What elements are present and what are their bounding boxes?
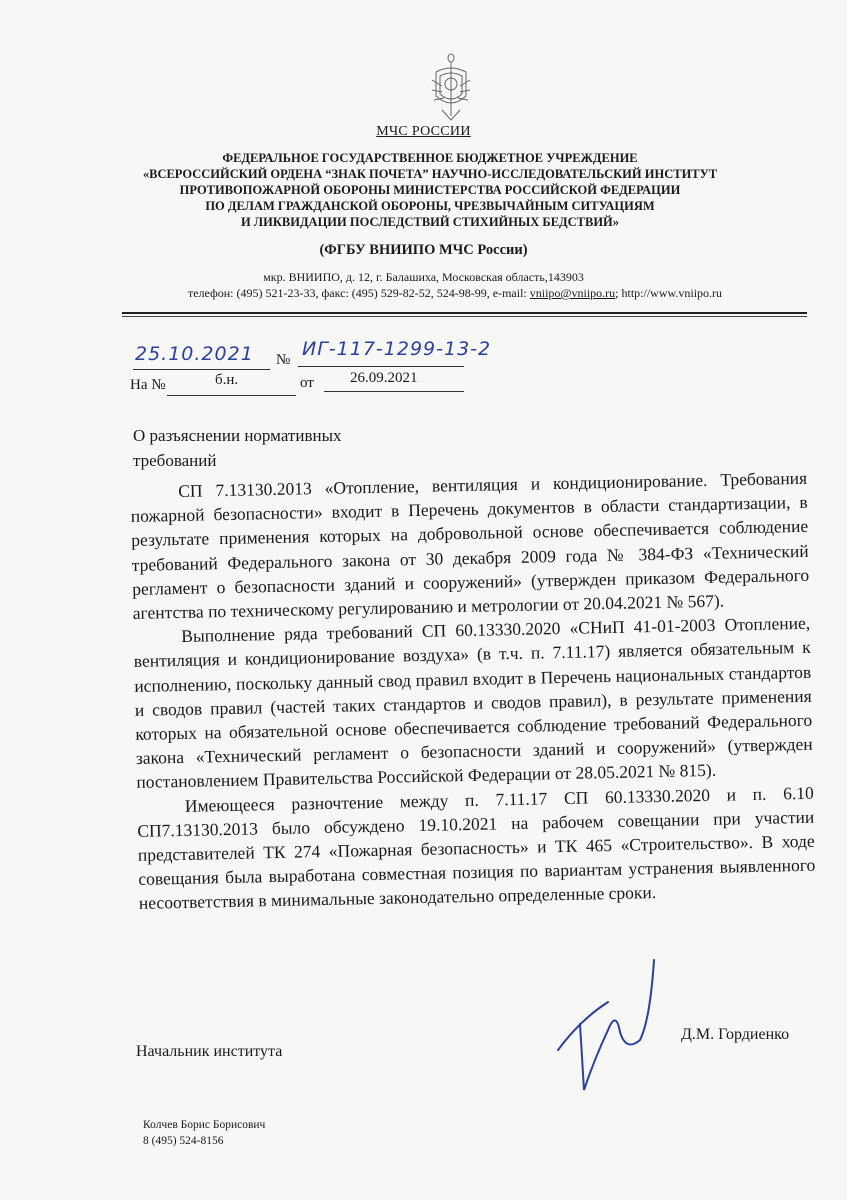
reply-to-value: б.н.	[215, 372, 239, 388]
body-paragraph: Выполнение ряда требований СП 60.13330.2020 «СНиП 41-01-2003 Отопление, вентиляция и кондиционирование воздуха» (в т.ч. п. 7.11.17) является обязательным к исполнению, поскольку данный свод правил входит в Перечень национальных стандартов и сводов правил (частей таких стандартов и сводов правил), в результате применения которых на обязательной основе обеспечивается соблюдение требований Федерального закона «Технический регламент о безопасности зданий и сооружений» (утвержден постановлением Правительства Российской Федерации от 28.05.2021 № 815).	[133, 613, 813, 793]
letter-subject: О разъяснении нормативных требований	[133, 426, 342, 470]
organization-address: мкр. ВНИИПО, д. 12, г. Балашиха, Московская область,143903	[263, 270, 584, 284]
signer-name: Д.М. Гордиенко	[681, 1026, 790, 1043]
reply-to-underline	[167, 395, 296, 396]
body-paragraph: СП 7.13130.2013 «Отопление, вентиляция и кондиционирование. Требования пожарной безопасности» входит в Перечень документов в области стандартизации, в результате применения которых на добровольной основе обеспечивается соблюдение требований Федерального закона от 30 декабря 2009 года № 384-ФЗ «Технический регламент о безопасности зданий и сооружений» (утвержден приказом Федерального агентства по техническому регулированию и метрологии от 20.04.2021 № 567).	[130, 467, 810, 623]
header-divider-thin	[122, 316, 807, 317]
executor-info	[143, 1117, 265, 1149]
signer-position: Начальник института	[136, 1043, 283, 1060]
reply-to-label: На №	[130, 377, 166, 393]
agency-name: МЧС РОССИИ	[376, 124, 471, 139]
number-underline	[298, 366, 464, 367]
emercom-emblem-icon	[428, 50, 474, 122]
executor-name: Колчев Борис Борисович	[143, 1119, 266, 1131]
number-sign: №	[276, 352, 291, 368]
letter-body	[130, 466, 816, 916]
outgoing-date: 25.10.2021	[135, 343, 254, 365]
executor-phone: 8 (495) 524-8156	[143, 1135, 224, 1147]
body-paragraph: Имеющееся разночтение между п. 7.11.17 СП 60.13330.2020 и п. 6.10 СП7.13130.2013 было обсуждено 19.10.2021 на рабочем совещании при участии представителей ТК 274 «Пожарная безопасность» и ТК 465 «Строительство». В ходе совещания была выработана совместная позиция по вариантам устранения выявленного несоответствия в минимальные законодательно определенные сроки.	[137, 782, 816, 914]
organization-name: ФЕДЕРАЛЬНОЕ ГОСУДАРСТВЕННОЕ БЮДЖЕТНОЕ УЧРЕЖДЕНИЕ «ВСЕРОССИЙСКИЙ ОРДЕНА “ЗНАК ПОЧЕТА” НАУЧНО-ИССЛЕДОВАТЕЛЬСКИЙ ИНСТИТУТ ПРОТИВОПОЖАРНОЙ ОБОРОНЫ МИНИСТЕРСТВА РОССИЙСКОЙ ФЕДЕРАЦИИ ПО ДЕЛАМ ГРАЖДАНСКОЙ ОБОРОНЫ, ЧРЕЗВЫЧАЙНЫМ СИТУАЦИЯМ И ЛИКВИДАЦИИ ПОСЛЕДСТВИЙ СТИХИЙНЫХ БЕДСТВИЙ»	[142, 151, 718, 229]
from-label: от	[300, 375, 314, 391]
outgoing-number: ИГ-117-1299-13-2	[302, 338, 492, 360]
organization-abbreviation: (ФГБУ ВНИИПО МЧС России)	[319, 242, 528, 258]
website-link[interactable]: ; http://www.vniipo.ru	[615, 286, 723, 300]
header-divider	[122, 312, 807, 314]
from-date: 26.09.2021	[350, 370, 418, 386]
date-underline	[133, 369, 270, 370]
handwritten-signature-icon	[550, 940, 660, 1100]
from-underline	[324, 391, 464, 392]
email-link[interactable]: vniipo@vniipo.ru	[529, 286, 616, 300]
organization-contacts: телефон: (495) 521-23-33, факс: (495) 529-82-52, 524-98-99, e-mail: vniipo@vniipo.ru; http://www.vniipo.ru	[187, 286, 723, 300]
